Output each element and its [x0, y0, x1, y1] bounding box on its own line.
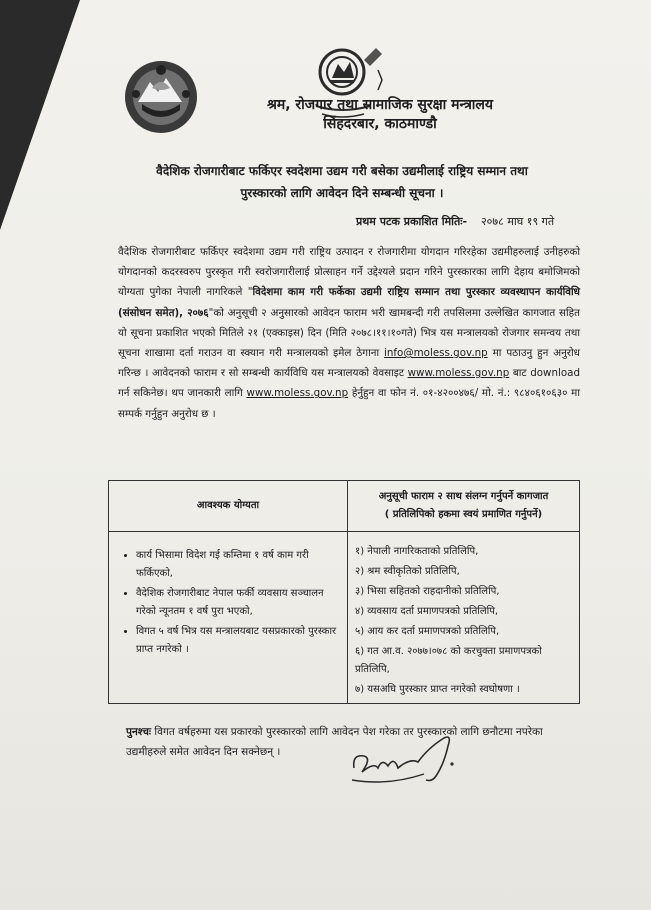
scan-shadow-corner — [0, 0, 80, 230]
body-text-3: मा पठाउनु हुन अनुरोध गरिन्छ । आवेदनको फाराम र सो सम्बन्धी कार्यविधि यस मन्त्रालयको वेवसाइट — [118, 347, 580, 380]
list-item: ३) भिसा सहितको राहदानीको प्रतिलिपि, — [355, 586, 500, 597]
procedure-title: विदेशमा काम गरी फर्केका उद्यमी राष्ट्रिय सम्मान तथा पुरस्कार व्यवस्थापन कार्यविधि (संसोधन समेत), २०७६ — [118, 286, 580, 319]
documents-cell — [348, 532, 580, 704]
qualification-header: आवश्यक योग्यता — [109, 481, 348, 532]
list-item: ४) व्यवसाय दर्ता प्रमाणपत्रको प्रतिलिपि, — [355, 606, 499, 617]
ministry-header — [250, 96, 510, 134]
handwritten-signature-icon — [348, 728, 466, 792]
body-text-5: हेर्नुहुन वा फोन नं. ०१-४२००४७६/ मो. नं.: ९८४०६१०६३० मा सम्पर्क गर्नुहुन अनुरोध छ । — [118, 387, 581, 420]
subject-line-2: पुरस्कारको लागि आवेदन दिने सम्बन्धी सूचना । — [240, 186, 444, 200]
documents-list — [355, 543, 572, 699]
requirements-table — [108, 480, 580, 704]
qualifications-list — [110, 547, 340, 659]
list-item: ७) यसअघि पुरस्कार प्राप्त नगरेको स्वघोषणा । — [355, 684, 520, 695]
subject-line-1: वैदेशिक रोजगारीबाट फर्किएर स्वदेशमा उद्यम गरी बसेका उद्यमीलाई राष्ट्रिय सम्मान तथा — [156, 164, 528, 178]
ministry-address: सिंहदरबार, काठमाण्डौ — [323, 116, 437, 132]
notice-subject — [112, 160, 572, 204]
email-link[interactable]: info@moless.gov.np — [384, 347, 488, 360]
postscript-text: विगत वर्षहरुमा यस प्रकारको पुरस्कारको लागि आवेदन पेश गरेका तर पुरस्कारको लागि छनौटमा नपरेका उद्यमीहरुले समेत आवेदन दिन सक्नेछन् । — [126, 726, 543, 758]
postscript-label: पुनश्चः — [126, 726, 152, 738]
list-item: • वैदेशिक रोजगारीबाट नेपाल फर्की व्यवसाय सञ्चालन गरेको न्यूनतम १ वर्ष पुरा भएको, — [136, 585, 340, 621]
publication-label: प्रथम पटक प्रकाशित मितिः- — [356, 215, 468, 228]
table-row — [109, 532, 580, 704]
documents-header-line-2: ( प्रतिलिपिको हकमा स्वयं प्रमाणित गर्नुपर्ने) — [384, 509, 543, 520]
body-text-4: बाट download गर्न सकिनेछ। थप जानकारी लागि — [118, 367, 580, 400]
list-item: १) नेपाली नागरिकताको प्रतिलिपि, — [355, 546, 479, 557]
list-item: ६) गत आ.व. २०७७।०७८ को करचुक्ता प्रमाणपत्रको प्रतिलिपि, — [355, 646, 542, 675]
publication-date-value: २०७८ माघ १९ गते — [480, 215, 555, 228]
publication-date — [356, 214, 596, 229]
nepal-emblem-icon — [122, 58, 200, 136]
documents-header — [348, 481, 580, 532]
notice-body — [118, 242, 580, 424]
table-header-row — [109, 481, 580, 532]
body-text-1: वैदेशिक रोजगारीबाट फर्किएर स्वदेशमा उद्यम गरी राष्ट्रिय उत्पादन र रोजगारीमा योगदान गरिरहेका उद्यमीहरुलाई उनीहरुको योगदानको कदरस्वरुप पुरस्कृत गरी स्वरोजगारीलाई प्रोत्साहन गर्ने उद्देश्यले प्रदान गरिने पुरस्कारका लागि देहाय बमोजिमको योग्यता पुगेका नेपाली नागरिकले " — [118, 246, 580, 299]
list-item: ५) आय कर दर्ता प्रमाणपत्रको प्रतिलिपि, — [355, 626, 500, 637]
ministry-name: श्रम, रोजगार तथा सामाजिक सुरक्षा मन्त्रालय — [266, 97, 494, 113]
qualifications-cell — [109, 532, 348, 704]
list-item: • कार्य भिसामा विदेश गई कम्तिमा १ वर्ष काम गरी फर्किएको, — [136, 547, 340, 583]
website-link-2[interactable]: www.moless.gov.np — [246, 387, 349, 400]
list-item: २) श्रम स्वीकृतिको प्रतिलिपि, — [355, 566, 460, 577]
website-link[interactable]: www.moless.gov.np — [407, 367, 510, 380]
list-item: • विगत ५ वर्ष भित्र यस मन्त्रालयबाट यसप्रकारको पुरस्कार प्राप्त नगरेको । — [136, 623, 340, 659]
body-text-2: "को अनुसूची २ अनुसारको आवेदन फाराम भरी खामबन्दी गरी तपसिलमा उल्लेखित कागजात सहित यो सूचना प्रकाशित भएको मितिले २१ (एक्काइस) दिन (मिति २०७८।११।१०गते) भित्र यस मन्त्रालयको रोजगार समन्वय तथा सूचना शाखामा दर्ता गराउन वा स्क्यान गरी मन्त्रालयको इमेल ठेगाना — [118, 306, 580, 360]
documents-header-line-1: अनुसूची फाराम २ साथ संलग्न गर्नुपर्ने कागजात — [378, 491, 549, 502]
